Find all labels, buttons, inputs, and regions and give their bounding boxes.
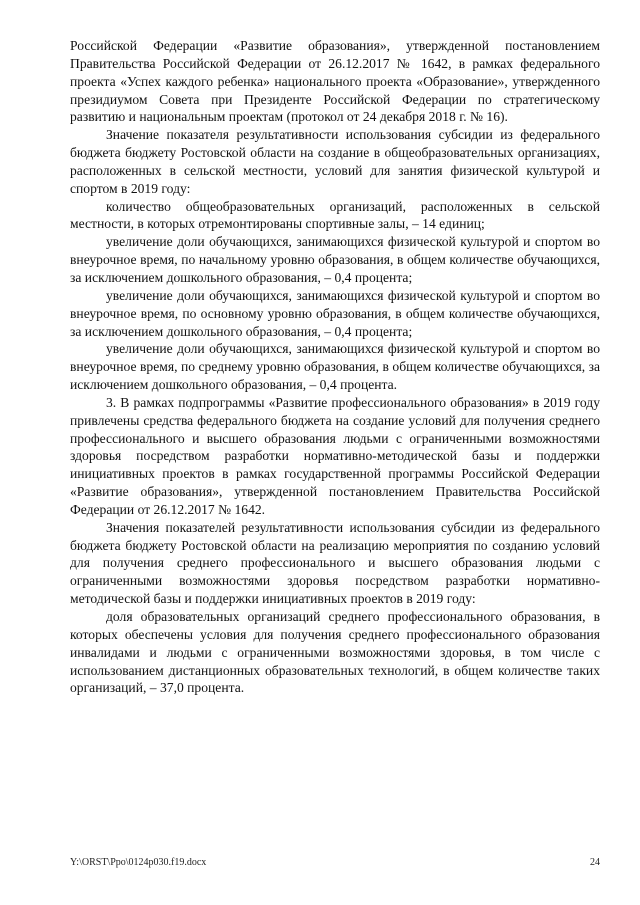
paragraph: Российской Федерации «Развитие образования», утвержденной постановлением Правительства Российской Федерации от 26.12.2017 № 1642, в рамках федерального проекта «Успех каждого ребенка» национального проекта «Образование», утвержденного президиумом Совета при Президенте Российской Федерации по стратегическому развитию и национальным проектам (протокол от 24 декабря 2018 г. № 16). (70, 38, 600, 125)
paragraph: увеличение доли обучающихся, занимающихся физической культурой и спортом во внеурочное время, по начальному уровню образования, в общем количестве обучающихся, за исключением дошкольного образования, – 0,4 процента; (70, 234, 600, 285)
page-number: 24 (590, 857, 600, 868)
paragraph: количество общеобразовательных организаций, расположенных в сельской местности, в которых отремонтированы спортивные залы, – 14 единиц; (70, 198, 600, 232)
paragraph: увеличение доли обучающихся, занимающихся физической культурой и спортом во внеурочное время, по основному уровню образования, в общем количестве обучающихся, за исключением дошкольного образования, – 0,4 процента; (70, 287, 600, 339)
paragraph: увеличение доли обучающихся, занимающихся физической культурой и спортом во внеурочное время, по среднему уровню образования, в общем количестве обучающихся, за исключением дошкольного образования, – 0,4 процента. (70, 341, 600, 393)
paragraph: Значение показателя результативности использования субсидии из федерального бюджета бюджету Ростовской области на создание в общеобразовательных организациях, расположенных в сельской местности, условий для занятия физической культурой и спортом в 2019 году: (70, 127, 600, 196)
document-body (70, 37, 600, 697)
paragraph: Значения показателей результативности использования субсидии из федерального бюджета бюджету Ростовской области на реализацию мероприятия по созданию условий для получения среднего профессионального и высшего образования людьми с ограниченными возможностями здоровья посредством разработки нормативно-методической базы и поддержки инициативных проектов в 2019 году: (70, 519, 600, 607)
file-path: Y:\ORST\Ppo\0124p030.f19.docx (70, 857, 207, 868)
paragraph: 3. В рамках подпрограммы «Развитие профессионального образования» в 2019 году привлечены средства федерального бюджета на создание условий для получения среднего профессионального и высшего образования людьми с ограниченными возможностями здоровья посредством разработки нормативно-методической базы и поддержки инициативных проектов в рамках государственной программы Российской Федерации «Развитие образования», утвержденной постановлением Правительства Российской Федерации от 26.12.2017 № 1642. (70, 394, 600, 517)
paragraph: доля образовательных организаций среднего профессионального образования, в которых обеспечены условия для получения среднего профессионального образования инвалидами и людьми с ограниченными возможностями здоровья, в том числе с использованием дистанционных образовательных технологий, в общем количестве таких организаций, – 37,0 процента. (70, 609, 600, 696)
